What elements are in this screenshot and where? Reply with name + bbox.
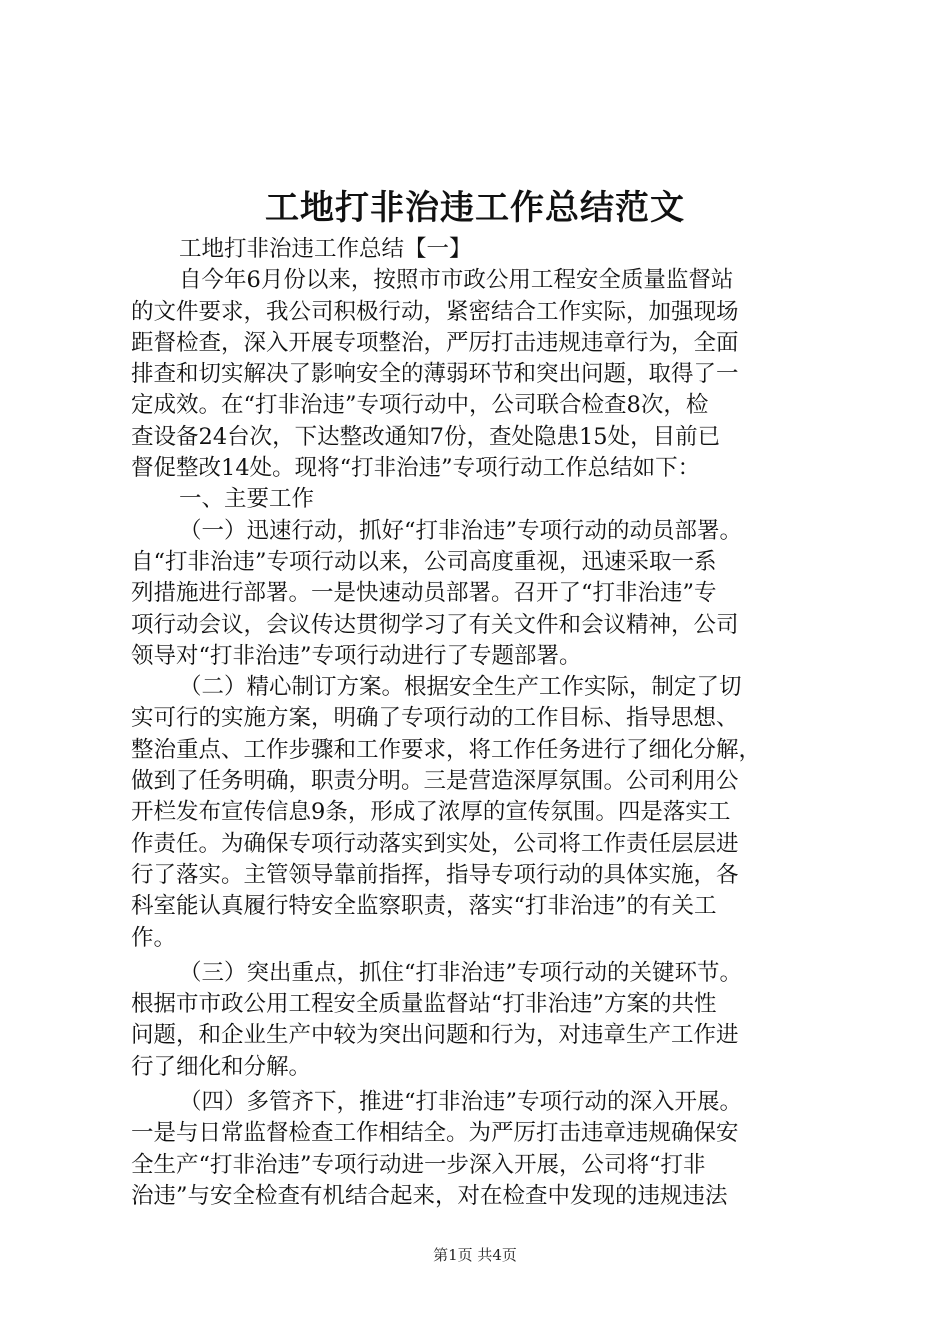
text-line: 的文件要求，我公司积极行动，紧密结合工作实际，加强现场 bbox=[131, 298, 739, 325]
text-line: 项行动会议，会议传达贯彻学习了有关文件和会议精神，公司 bbox=[131, 611, 739, 638]
section-heading: 一、主要工作 bbox=[179, 486, 315, 513]
text-line: （三）突出重点，抓住“打非治违”专项行动的关键环节。 bbox=[179, 959, 743, 986]
text-line: 行了细化和分解。 bbox=[131, 1053, 312, 1080]
text-line: 自“打非治违”专项行动以来，公司高度重视，迅速采取一系 bbox=[131, 548, 717, 575]
paragraph-item-4 bbox=[131, 1087, 831, 1212]
text-line: 根据市市政公用工程安全质量监督站“打非治违”方案的共性 bbox=[131, 991, 717, 1018]
text-line: 领导对“打非治违”专项行动进行了专题部署。 bbox=[131, 642, 582, 669]
document-body bbox=[131, 234, 831, 1212]
text-line: 实可行的实施方案，明确了专项行动的工作目标、指导思想、 bbox=[131, 705, 739, 732]
paragraph-intro bbox=[131, 265, 831, 484]
text-line: （二）精心制订方案。根据安全生产工作实际，制定了切 bbox=[179, 674, 742, 701]
document-subtitle: 工地打非治违工作总结【一】 bbox=[179, 236, 472, 262]
text-line: 科室能认真履行特安全监察职责，落实“打非治违”的有关工 bbox=[131, 893, 717, 920]
text-line: 作责任。为确保专项行动落实到实处，公司将工作责任层层进 bbox=[131, 830, 739, 857]
paragraph-item-2 bbox=[131, 672, 831, 954]
text-line: （四）多管齐下，推进“打非治违”专项行动的深入开展。 bbox=[179, 1089, 743, 1116]
text-line: 行了落实。主管领导靠前指挥，指导专项行动的具体实施，各 bbox=[131, 861, 739, 888]
text-line: 作。 bbox=[131, 924, 177, 951]
text-line: 定成效。在“打非治违”专项行动中，公司联合检查8次，检 bbox=[131, 392, 709, 419]
paragraph-item-1 bbox=[131, 516, 831, 672]
text-line: 开栏发布宣传信息9条，形成了浓厚的宣传氛围。四是落实工 bbox=[131, 799, 731, 826]
text-line: 查设备24台次，下达整改通知7份，查处隐患15处，目前已 bbox=[131, 423, 721, 450]
text-line: 自今年6月份以来，按照市市政公用工程安全质量监督站 bbox=[179, 267, 734, 294]
paragraph-item-3 bbox=[131, 958, 831, 1083]
text-line: （一）迅速行动，抓好“打非治违”专项行动的动员部署。 bbox=[179, 517, 743, 544]
text-line: 全生产“打非治违”专项行动进一步深入开展，公司将“打非 bbox=[131, 1151, 706, 1178]
text-line: 距督检查，深入开展专项整治，严厉打击违规违章行为，全面 bbox=[131, 329, 739, 356]
text-line: 一是与日常监督检查工作相结全。为严厉打击违章违规确保安 bbox=[131, 1120, 739, 1147]
page-number-footer: 第1页 共4页 bbox=[433, 1246, 517, 1264]
document-title: 工地打非治违工作总结范文 bbox=[265, 188, 685, 228]
text-line: 列措施进行部署。一是快速动员部署。召开了“打非治违”专 bbox=[131, 580, 717, 607]
text-line: 督促整改14处。现将“打非治违”专项行动工作总结如下： bbox=[131, 455, 701, 482]
text-line: 排查和切实解决了影响安全的薄弱环节和突出问题，取得了一 bbox=[131, 361, 739, 388]
text-line: 做到了任务明确，职责分明。三是营造深厚氛围。公司利用公 bbox=[131, 768, 739, 795]
text-line: 整治重点、工作步骤和工作要求，将工作任务进行了细化分解， bbox=[131, 736, 762, 763]
text-line: 治违”与安全检查有机结合起来，对在检查中发现的违规违法 bbox=[131, 1182, 728, 1209]
text-line: 问题，和企业生产中较为突出问题和行为，对违章生产工作进 bbox=[131, 1022, 739, 1049]
